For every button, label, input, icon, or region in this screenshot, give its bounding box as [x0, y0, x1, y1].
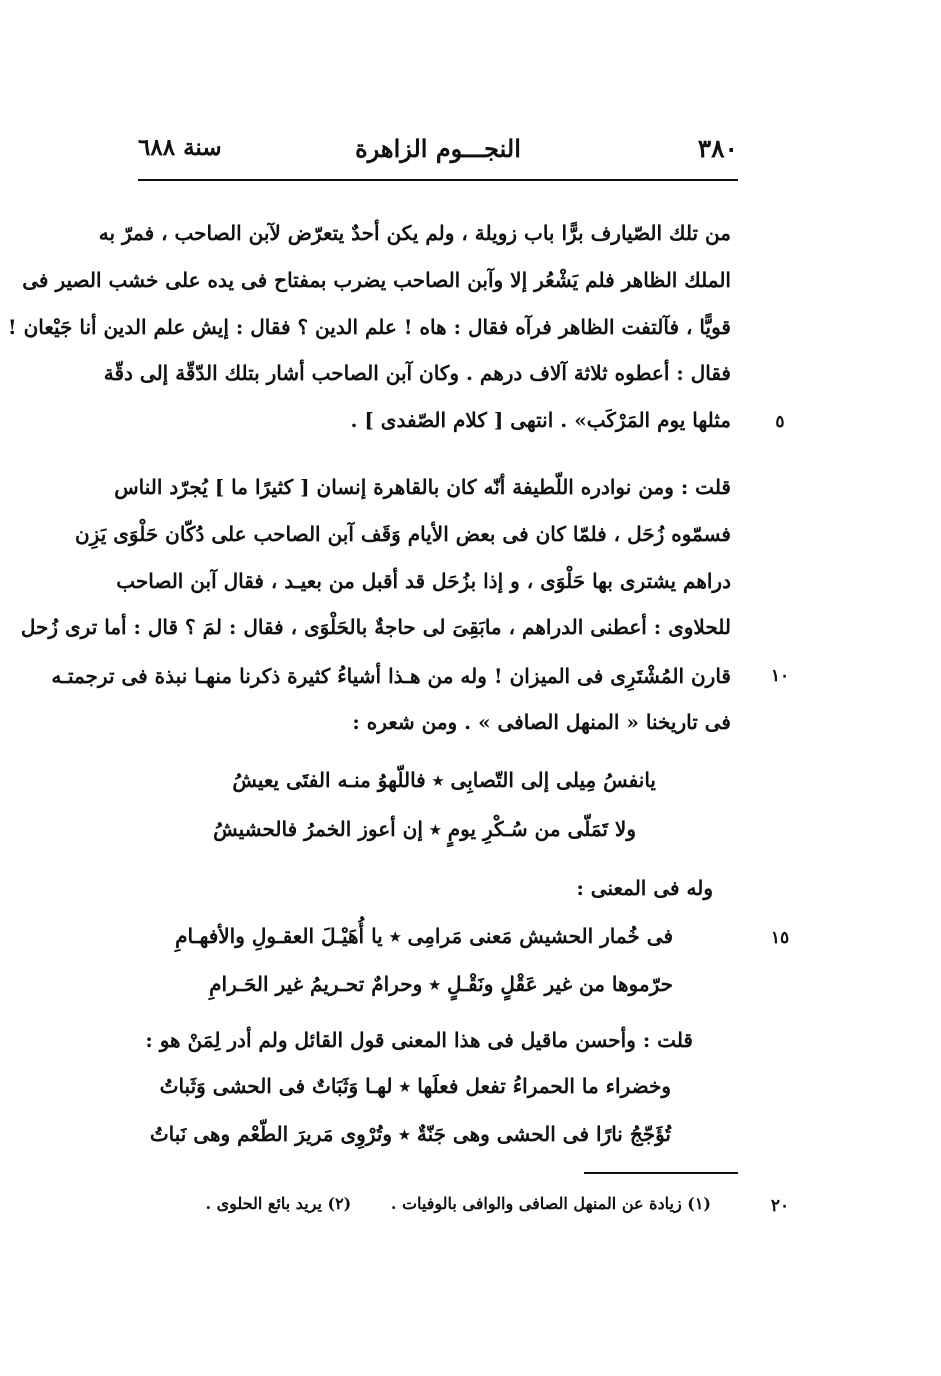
verse-line: وخضراء ما الحمراءُ تفعل فعلَها ٭ لهـا وَثَبَاتٌ فى الحشى وَثَباتُ [159, 1074, 671, 1098]
text-line: الملك الظاهر فلم يَشْعُر إلا وآبن الصاحب يضرب بمفتاح فى يده على خشب الصير فى [22, 268, 731, 292]
page-number: ٣٨٠ [697, 134, 738, 163]
line-number: ٥ [775, 412, 785, 432]
verse-line: حرّموها من غير عَقْلٍ ونَقْـلٍ ٭ وحرامٌ تحـريمُ غير الحَـرامِ [209, 972, 673, 996]
text-line: قارن المُشْتَرِى فى الميزان ! وله من هـذا أشياءُ كثيرة ذكرنا منهـا نبذة فى ترجمتـه [51, 664, 731, 688]
text-line: قويًّا ، فآلتفت الظاهر فرآه فقال : هاه ! علم الدين ؟ فقال : إيش علم الدين أنا جَيْعان ! [7, 315, 731, 339]
footnotes [205, 1194, 711, 1213]
text-line: من تلك الصّيارف برًّا باب زويلة ، ولم يكن أحدٌ يتعرّض لآبن الصاحب ، فمرّ به [98, 221, 731, 245]
running-header [138, 134, 738, 174]
line-number: ١٠ [770, 666, 790, 686]
text-line: فى تاريخنا « المنهل الصافى » . ومن شعره : [352, 710, 731, 734]
line-number: ٢٠ [770, 1196, 790, 1216]
text-line: فسمّوه زُحَل ، فلمّا كان فى بعض الأيام وَقَف آبن الصاحب على دُكّان حَلْوَى يَزِن [74, 522, 731, 546]
verse-line: فى خُمار الحشيش مَعنى مَرامِى ٭ يا أُهَيْـلَ العقـولِ والأفهـامِ [175, 924, 673, 948]
text-line: دراهم يشترى بها حَلْوَى ، و إذا بزُحَل قد أقبل من بعيـد ، فقال آبن الصاحب [116, 569, 731, 593]
line-number: ١٥ [770, 928, 790, 948]
text-line: فقال : أعطوه ثلاثة آلاف درهم . وكان آبن الصاحب أشار بتلك الدّقّة إلى دقّة [103, 361, 731, 385]
footnote-rule [584, 1172, 738, 1174]
poem-intro: وله فى المعنى : [576, 876, 713, 900]
verse-line: تُؤَجّجُ نارًا فى الحشى وهى جَنّةٌ ٭ وتُرْوِى مَريرَ الطّعْم وهى نَباتُ [149, 1122, 671, 1146]
text-line: للحلاوى : أعطنى الدراهم ، مابَقِىَ لى حاجةٌ بالحَلْوَى ، فقال : لمَ ؟ قال : أما ترى زُحل [20, 615, 731, 639]
verse-line: يانفسُ مِيلى إلى التّصابِى ٭ فاللّهوُ منـه الفتَى يعيشُ [232, 768, 656, 792]
header-rule [138, 179, 738, 181]
text-line: مثلها يوم المَرْكَب» . انتهى [ كلام الصّفدى ] . [350, 408, 731, 432]
running-title: النجـــوم الزاهرة [355, 134, 521, 163]
verse-line: ولا تَمَلّى من سُـكْرِ يومٍ ٭ إن أعوز الخمرُ فالحشيشُ [213, 817, 636, 841]
year-label: سنة ٦٨٨ [138, 134, 222, 161]
footnote-1: (١) زيادة عن المنهل الصافى والوافى بالوفيات . [390, 1194, 711, 1213]
poem-intro: قلت : وأحسن ماقيل فى هذا المعنى قول القائل ولم أدر لِمَنْ هو : [145, 1028, 693, 1052]
text-line: قلت : ومن نوادره اللّطيفة أنّه كان بالقاهرة إنسان [ كثيرًا ما ] يُجرّد الناس [114, 475, 731, 499]
footnote-2: (٢) يريد بائع الحلوى . [205, 1194, 352, 1213]
